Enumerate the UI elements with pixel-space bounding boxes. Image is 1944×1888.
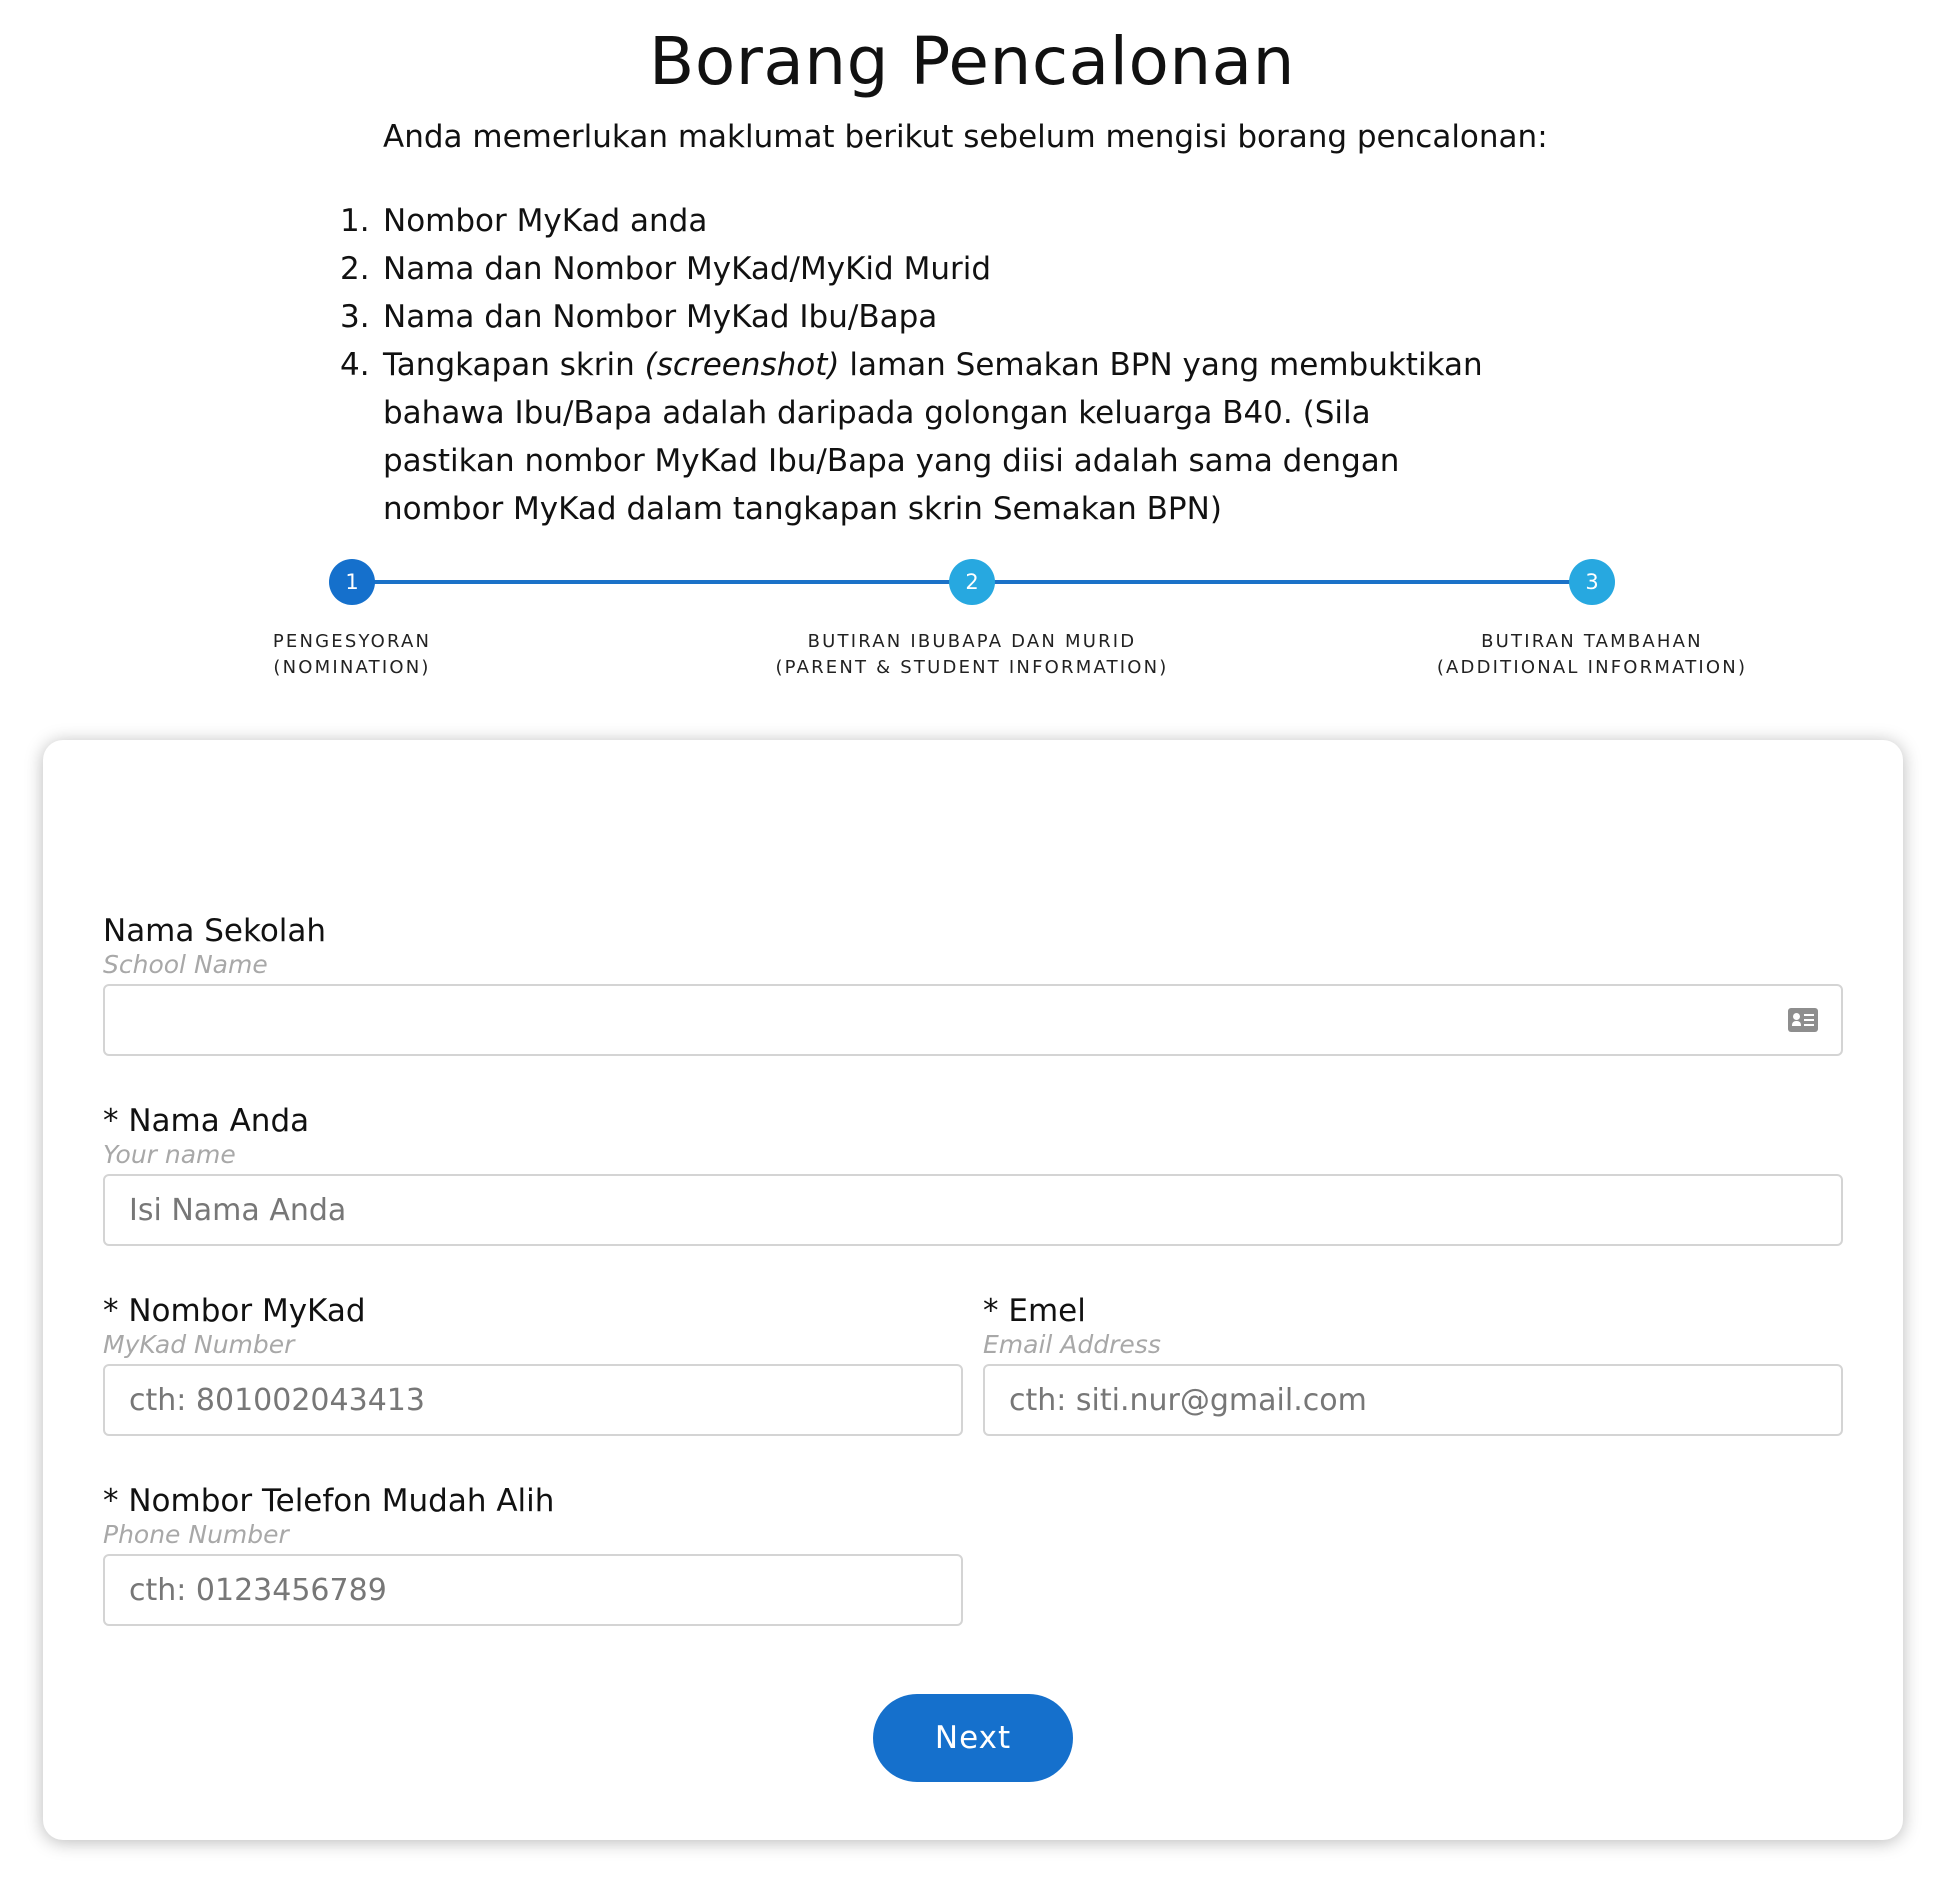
requirement-text-emphasis: (screenshot) [644,347,840,383]
stepper-connector [972,580,1592,584]
requirement-text-pre: Tangkapan skrin [383,347,645,383]
step-3-label-primary: BUTIRAN TAMBAHAN [1481,631,1703,652]
requirement-text: Nombor MyKad anda [383,203,708,239]
requirement-number: 4. [340,347,370,383]
email-field [983,1292,1843,1436]
phone-sublabel: Phone Number [103,1520,289,1549]
mykad-input[interactable] [103,1364,963,1436]
intro-text: Anda memerlukan maklumat berikut sebelum mengisi borang pencalonan: [383,119,1548,155]
step-2-label-secondary: (PARENT & STUDENT INFORMATION) [775,657,1169,678]
step-2-label [742,629,1202,681]
name-field [103,1102,1843,1246]
phone-label: * Nombor Telefon Mudah Alih [103,1483,555,1519]
mykad-sublabel: MyKad Number [103,1330,295,1359]
requirement-text-post: laman Semakan BPN yang membuktikan bahawa Ibu/Bapa adalah daripada golongan keluarga B40. (Sila pastikan nombor MyKad Ibu/Bapa yang diisi adalah sama dengan nombor MyKad dalam tangkapan skrin Semakan BPN) [383,347,1483,527]
requirements-list [340,197,1490,533]
school-sublabel: School Name [103,950,268,979]
requirement-item [340,341,1490,533]
step-2-indicator: 2 [949,559,995,605]
step-1-label [122,629,582,681]
email-sublabel: Email Address [983,1330,1161,1359]
requirement-number: 2. [340,251,370,287]
next-button[interactable]: Next [873,1694,1073,1782]
name-sublabel: Your name [103,1140,236,1169]
requirement-text: Nama dan Nombor MyKad/MyKid Murid [383,251,991,287]
step-1-label-secondary: (NOMINATION) [273,657,431,678]
step-3-label [1362,629,1822,681]
phone-input[interactable] [103,1554,963,1626]
name-label: * Nama Anda [103,1103,310,1139]
requirement-text: Nama dan Nombor MyKad Ibu/Bapa [383,299,938,335]
page-title: Borang Pencalonan [649,23,1295,100]
requirement-number: 1. [340,203,370,239]
step-3-indicator: 3 [1569,559,1615,605]
step-2-label-primary: BUTIRAN IBUBAPA DAN MURID [807,631,1137,652]
mykad-field [103,1292,963,1436]
school-field [103,912,1843,1056]
phone-field [103,1482,963,1626]
email-input[interactable] [983,1364,1843,1436]
email-label: * Emel [983,1293,1086,1329]
progress-stepper [0,560,1944,690]
name-input[interactable] [103,1174,1843,1246]
mykad-label: * Nombor MyKad [103,1293,366,1329]
school-label: Nama Sekolah [103,913,327,949]
step-1-label-primary: PENGESYORAN [272,631,432,652]
school-input[interactable] [103,984,1843,1056]
requirement-item [340,245,1490,293]
nomination-form-card [43,740,1903,1840]
stepper-connector [352,580,972,584]
requirement-item [340,293,1490,341]
requirement-number: 3. [340,299,370,335]
contact-card-icon [1788,1008,1818,1032]
step-3-label-secondary: (ADDITIONAL INFORMATION) [1436,657,1748,678]
requirement-item [340,197,1490,245]
step-1-indicator: 1 [329,559,375,605]
